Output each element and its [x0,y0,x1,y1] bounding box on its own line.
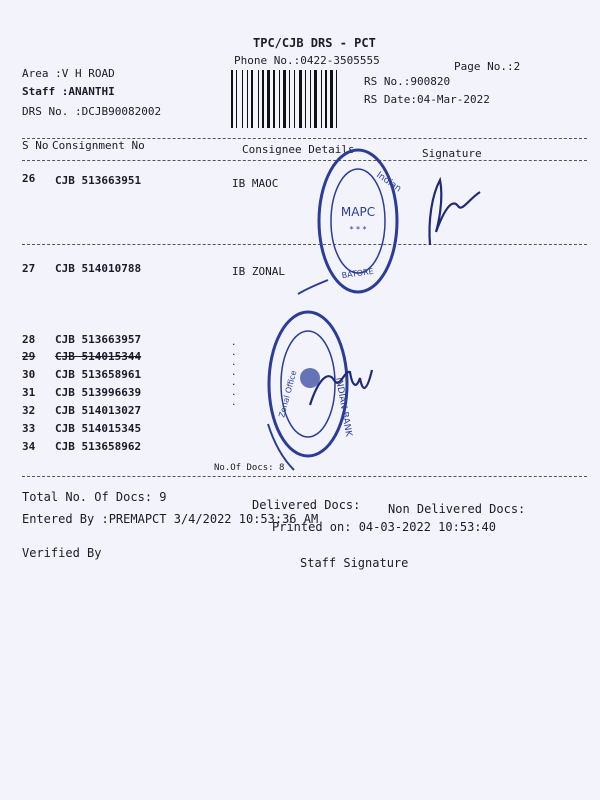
svg-text:Zonal Office: Zonal Office [277,369,299,419]
row-consignment: CJB 514015345 [55,422,142,435]
row-sno: 32 [22,404,36,417]
row-consignment: CJB 513658962 [55,440,142,453]
row-consignment: CJB 514010788 [55,262,142,275]
total-docs: Total No. Of Docs: 9 [22,490,167,504]
group-doc-count: No.Of Docs: 8 [214,463,285,473]
rs-date: RS Date:04-Mar-2022 [364,93,490,106]
phone-number: Phone No.:0422-3505555 [234,54,380,67]
drs-number: DRS No. :DCJB90082002 [22,105,162,118]
signature-1 [418,170,488,250]
non-delivered-docs: Non Delivered Docs: [388,502,526,516]
row-consignment: CJB 514015344 [55,350,142,363]
row-consignment: CJB 514013027 [55,404,142,417]
page-number: Page No.:2 [454,60,521,73]
row-sno: 30 [22,368,36,381]
svg-text:INDIAN BANK: INDIAN BANK [333,376,354,438]
row-sno: 34 [22,440,36,453]
entered-by: Entered By :PREMAPCT 3/4/2022 10:53:36 AM [22,512,319,526]
row-sno: 29 [22,350,36,363]
row-consignee: IB MAOC [232,177,279,190]
dot-marks: . . . . . . . [231,338,237,408]
divider [22,476,587,477]
verified-by: Verified By [22,546,102,560]
row-consignment: CJB 513663951 [55,174,142,187]
pen-scribble [264,418,300,474]
divider [22,244,587,245]
delivered-docs: Delivered Docs: [252,498,361,512]
printed-on: Printed on: 04-03-2022 10:53:40 [272,520,496,534]
barcode [231,70,357,128]
row-consignee: IB ZONAL [232,265,285,278]
row-sno: 26 [22,172,36,185]
column-consignee: Consignee Details [242,143,355,156]
column-signature: Signature [422,147,482,160]
row-sno: 31 [22,386,36,399]
row-sno: 33 [22,422,36,435]
indian-bank-mapc-stamp [316,146,403,296]
area-label: Area :V H ROAD [22,67,115,80]
rs-number: RS No.:900820 [364,75,451,88]
divider [22,160,587,161]
row-consignment: CJB 513663957 [55,333,142,346]
svg-text:* * *: * * * [349,225,367,234]
signature-2 [300,350,380,420]
row-consignment: CJB 513996639 [55,386,142,399]
column-sno: S No [22,139,49,152]
staff-label: Staff :ANANTHI [22,85,115,98]
row-sno: 28 [22,333,36,346]
staff-signature-label: Staff Signature [300,556,409,570]
column-consignment: Consignment No [52,139,145,152]
row-sno: 27 [22,262,36,275]
document-title: TPC/CJB DRS - PCT [253,36,376,50]
svg-text:BATORE: BATORE [341,266,375,281]
svg-text:MAPC: MAPC [340,205,376,219]
row-consignment: CJB 513658961 [55,368,142,381]
svg-text:Indian: Indian [374,170,403,195]
pen-mark [296,278,332,298]
